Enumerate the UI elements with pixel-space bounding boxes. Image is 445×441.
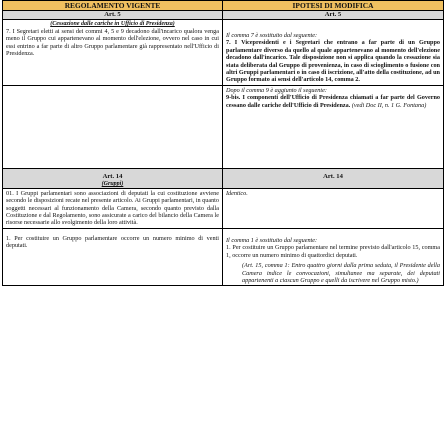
header-proposed-changes: IPOTESI DI MODIFICA [223, 1, 444, 11]
art14-right-text3: 1. Per costituire un Gruppo parlamentare nel termine previsto dall'articolo 15, comma 1, occorre un numero minimo di quattordici deputati. [226, 244, 440, 259]
art14-right-intro3: Il comma 1 è sostituito dal seguente: [226, 236, 318, 244]
art5-right-title: Art. 5 [223, 11, 444, 20]
art14-comma1-row [3, 228, 444, 285]
art5-right-intro: Il comma 7 è sostituito dal seguente: [226, 32, 318, 39]
comparison-table [2, 0, 444, 286]
header-row [3, 1, 444, 11]
art5-right-addition-cell [223, 85, 444, 168]
art5-right-intro2: Dopo il comma 9 è aggiunto il seguente: [226, 86, 327, 94]
header-current-rules: REGOLAMENTO VIGENTE [3, 1, 223, 11]
art5-left-empty [3, 85, 223, 168]
art5-right-ref2: (vedi Doc II, n. 1 G. Fontana) [351, 101, 427, 109]
art14-right-text3-wrap [226, 244, 440, 259]
art14-content-row [3, 188, 444, 228]
art5-left-text: 7. I Segretari eletti ai sensi dei commi 4, 5 e 9 decadono dall'incarico qualora venga meno il Gruppo cui appartenevano al momento dell'elezione, ovvero nel caso in cui essi entrino a far parte di altro Gruppo parlamentare già rappresentato nell'Ufficio di Presidenza. [6, 28, 219, 58]
art5-right-cell [223, 20, 444, 86]
art14-left-comma1-cell [3, 228, 223, 285]
art14-right-text1: Identico. [223, 188, 444, 228]
art5-title-row [3, 11, 444, 20]
art14-left-text2: 1. Per costituire un Gruppo parlamentare occorre un numero minimo di venti deputati. [6, 234, 219, 250]
art14-left-text1: 01. I Gruppi parlamentari sono associazioni di deputati la cui costituzione avviene secondo le disposizioni recate nel presente articolo. Ai Gruppi parlamentari, in quanto soggetti necessari al funzionamento della Camera, secondo quanto previsto dalla Costituzione e dal Regolamento, sono assicurate a carico del bilancio della Camera le risorse necessarie allo svolgimento della loro attività. [3, 188, 223, 228]
art5-right-text2-wrap [226, 94, 440, 109]
art5-right-text2: 9-bis. I componenti dell'Ufficio di Presidenza chiamati a far parte del Governo cessano dalle cariche dell'Ufficio di Presidenza. [226, 94, 440, 109]
art5-left-cell [3, 20, 223, 86]
art5-left-subtitle: (Cessazione dalle cariche in Ufficio di Presidenza) [50, 21, 175, 27]
art5-right-text: 7. I Vicepresidenti e i Segretari che entrano a far parte di un Gruppo parlamentare diverso da quello al quale appartenevano al momento dell'elezione decadono dall'incarico. Tale disposizione non si applica quando la cessazione sia stata deliberata dal Gruppo di provenienza, in caso di scioglimento o fusione con altri Gruppi parlamentari o in caso di iscrizione, all'atto della costituzione, ad un Gruppo formato ai sensi dell'articolo 14, comma 2. [226, 39, 440, 84]
art5-addition-row [3, 85, 444, 168]
art14-right-comma1-cell [223, 228, 444, 285]
art14-right-title: Art. 14 [223, 168, 444, 188]
comparison-document [2, 0, 443, 286]
art14-left-title: Art. 14 [102, 172, 123, 180]
art14-title-row [3, 168, 444, 188]
art5-content-row [3, 20, 444, 86]
art14-left-title-cell [3, 168, 223, 188]
art5-left-title: Art. 5 [3, 11, 223, 20]
art14-left-subtitle: (Gruppi) [101, 180, 124, 187]
art14-right-note3: (Art. 15, comma 1: Entro quattro giorni dalla prima seduta, il Presidente della Camera indice le convocazioni, simultanee ma separate, dei deputati appartenenti a ciascun Gruppo e quelli da iscrivere nel Gruppo misto.) [242, 262, 440, 284]
